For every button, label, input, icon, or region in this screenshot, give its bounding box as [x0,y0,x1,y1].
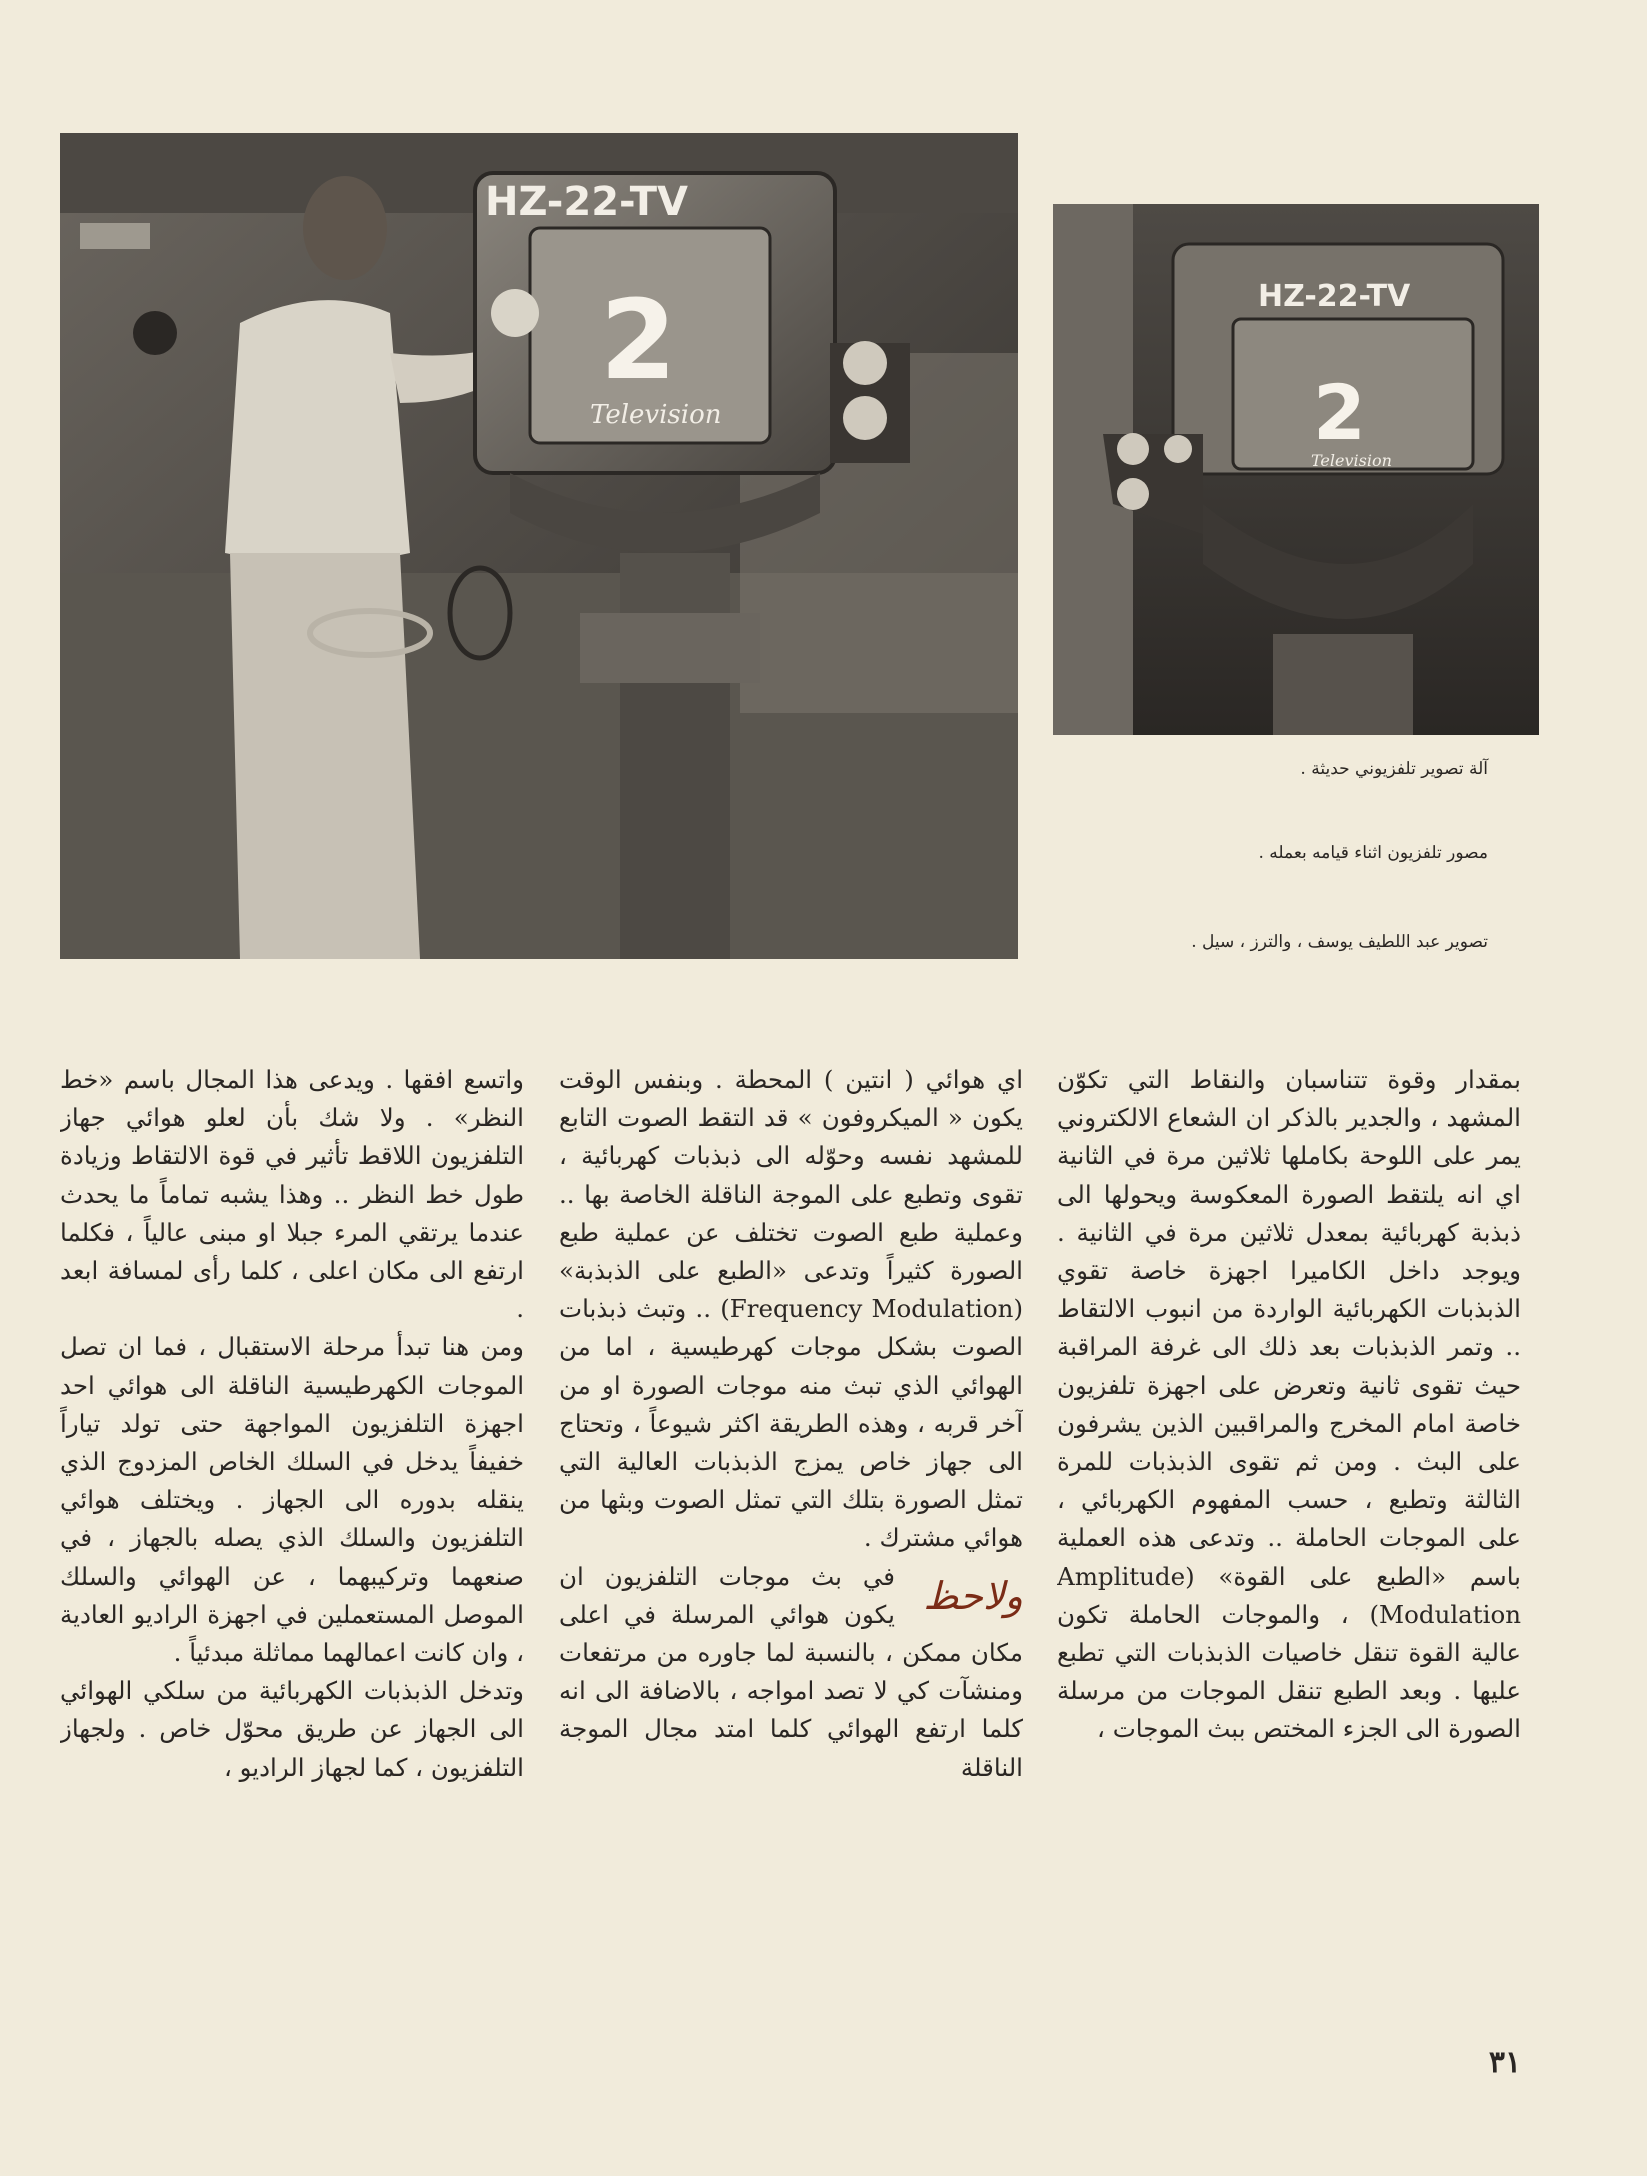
main-camera-label: HZ-22-TV [485,179,689,225]
paragraph: في بث موجات التلفزيون ان يكون هوائي المرسلة في اعلى مكان ممكن ، بالنسبة لما جاوره من مرتفعات ومنشآت كي لا تصد امواجه ، بالاضافة الى انه كلما ارتفع الهوائي كلما امتد مجال الموجة الناقلة [559,1561,1023,1782]
paragraph: اي هوائي ( انتين ) المحطة . وبنفس الوقت يكون « الميكروفون » قد التقط الصوت التابع للمشهد نفسه وحوّله الى ذبذبات كهربائية ، تقوى وتطبع على الموجة الناقلة الخاصة بها .. وعملية طبع الصوت تختلف عن عملية طبع الصورة كثيراً وتدعى «الطبع على الذبذبة» (Frequency Modulation) .. وتبث ذبذبات الصوت بشكل موجات كهرطيسية ، اما من الهوائي الذي تبث منه موجات الصورة او من آخر قربه ، وهذه الطريقة اكثر شيوعاً ، وتحتاج الى جهاز خاص يمزج الذبذبات العالية التي تمثل الصورة بتلك التي تمثل الصوت وبثها من هوائي مشترك . [559,1065,1023,1553]
side-photo-caption: آلة تصوير تلفزيوني حديثة . [1300,759,1488,779]
main-photo-caption: مصور تلفزيون اثناء قيامه بعمله . [1258,843,1488,863]
main-camera-brand: Television [590,400,722,430]
paragraph: وتدخل الذبذبات الكهربائية من سلكي الهوائي الى الجهاز عن طريق محوّل خاص . ولجهاز التلفزيون ، كما لجهاز الراديو ، [60,1676,524,1782]
note-block [559,1558,1023,1787]
main-photo [60,133,1018,959]
paragraph: ومن هنا تبدأ مرحلة الاستقبال ، فما ان تصل الموجات الكهرطيسية الناقلة الى هوائي احد اجهزة التلفزيون المواجهة حتى تولد تياراً خفيفاً يدخل في السلك الخاص المزدوج الذي ينقله بدوره الى الجهاز . ويختلف هوائي التلفزيون والسلك الذي يصله بالجهاز ، في صنعهما وتركيبهما ، عن الهوائي والسلك الموصل المستعملين في اجهزة الراديو العادية ، وان كانت اعمالهما مماثلة مبدئياً . [60,1332,524,1668]
paragraph: بمقدار وقوة تتناسبان والنقاط التي تكوّن المشهد ، والجدير بالذكر ان الشعاع الالكتروني يمر على اللوحة بكاملها ثلاثين مرة في الثانية اي انه يلتقط الصورة المعكوسة ويحولها الى ذبذبة كهربائية بمعدل ثلاثين مرة في الثانية . ويوجد داخل الكاميرا اجهزة خاصة تقوي الذبذبات الكهربائية الواردة من انبوب الالتقاط .. وتمر الذبذبات بعد ذلك الى غرفة المراقبة حيث تقوى ثانية وتعرض على اجهزة تلفزيون خاصة امام المخرج والمراقبين الذين يشرفون على البث . ومن ثم تقوى الذبذبات للمرة الثالثة وتطبع ، حسب المفهوم الكهربائي ، على الموجات الحاملة .. وتدعى هذه العملية باسم «الطبع على القوة» (Amplitude Modulation) ، والموجات الحاملة تكون عالية القوة تنقل خاصيات الذبذبات التي تطبع عليها . وبعد الطبع تنقل الموجات من مرسلة الصورة الى الجزء المختص ببث الموجات ، [1057,1065,1521,1744]
text-column-left [60,1061,524,2021]
main-camera-number: 2 [600,276,677,404]
main-photo-illustration [60,133,1018,959]
side-camera-brand: Television [1311,451,1392,470]
text-column-right [1057,1061,1521,2021]
side-photo-illustration [1053,204,1539,735]
text-column-middle [559,1061,1023,2021]
page-number: ٣١ [1488,2045,1522,2080]
photo-credit: تصوير عبد اللطيف يوسف ، والترز ، سيل . [1191,932,1488,952]
side-photo [1053,204,1539,735]
side-camera-number: 2 [1313,368,1366,457]
side-camera-label: HZ-22-TV [1258,279,1411,314]
paragraph: واتسع افقها . ويدعى هذا المجال باسم «خط النظر» . ولا شك بأن لعلو هوائي جهاز التلفزيون اللاقط تأثير في قوة الالتقاط وزيادة طول خط النظر .. وهذا يشبه تماماً ما يحدث عندما يرتقي المرء جبلا او مبنى عالياً ، فكلما ارتفع الى مكان اعلى ، كلما رأى لمسافة ابعد . [60,1065,524,1324]
note-mark: ولاحظ [923,1573,1023,1618]
